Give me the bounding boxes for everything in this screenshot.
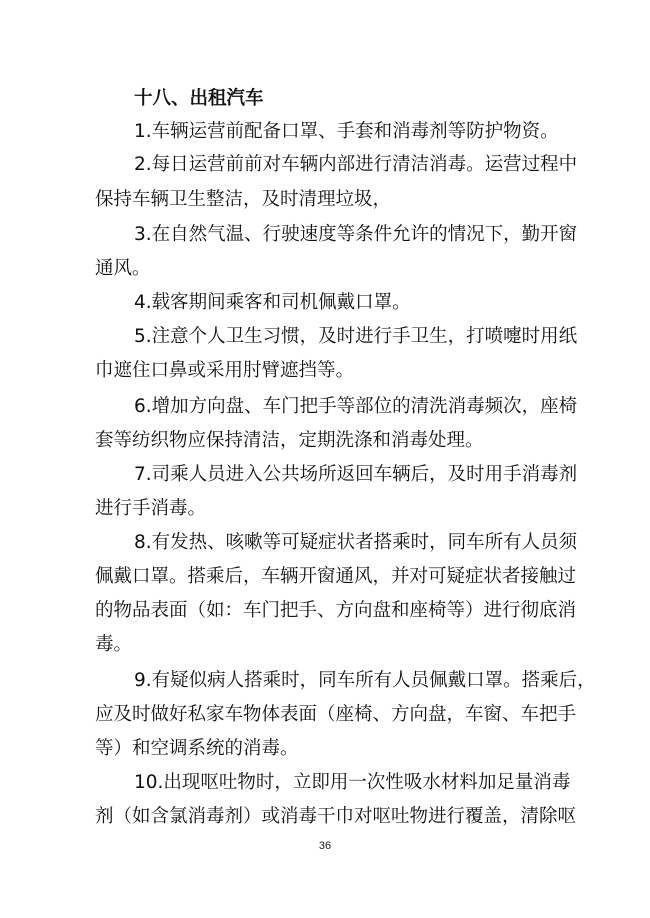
paragraph-line: 保持车辆卫生整洁，及时清理垃圾，: [95, 189, 392, 210]
page-number: 36: [318, 840, 332, 852]
paragraph-line: 通风。: [95, 258, 151, 279]
paragraph-line: 10.出现呕吐物时，立即用一次性吸水材料加足量消毒: [134, 772, 571, 793]
paragraph-line: 1.车辆运营前配备口罩、手套和消毒剂等防护物资。: [134, 121, 559, 142]
paragraph-line: 4.载客期间乘客和司机佩戴口罩。: [134, 292, 411, 313]
paragraph-line: 毒。: [95, 634, 133, 655]
paragraph-line: 进行手消毒。: [95, 498, 207, 519]
paragraph-line: 9.有疑似病人搭乘时，同车所有人员佩戴口罩。搭乘后，: [134, 670, 596, 691]
paragraph-line: 巾遮住口鼻或采用肘臂遮挡等。: [95, 360, 355, 381]
paragraph-line: 佩戴口罩。搭乘后，车辆开窗通风，并对可疑症状者接触过: [95, 566, 577, 587]
paragraph-line: 5.注意个人卫生习惯，及时进行手卫生，打喷嚏时用纸: [134, 326, 578, 347]
paragraph-line: 6.增加方向盘、车门把手等部位的清洗消毒频次，座椅: [134, 396, 578, 417]
paragraph-line: 等）和空调系统的消毒。: [95, 738, 299, 759]
paragraph-line: 2.每日运营前前对车辆内部进行清洁消毒。运营过程中: [134, 154, 578, 175]
paragraph-line: 3.在自然气温、行驶速度等条件允许的情况下，勤开窗: [134, 224, 578, 245]
paragraph-line: 的物品表面（如：车门把手、方向盘和座椅等）进行彻底消: [95, 600, 577, 621]
paragraph-line: 7.司乘人员进入公共场所返回车辆后，及时用手消毒剂: [134, 464, 578, 485]
paragraph-line: 套等纺织物应保持清洁，定期洗涤和消毒处理。: [95, 430, 484, 451]
section-heading: 十八、出租汽车: [134, 88, 264, 109]
paragraph-line: 8.有发热、咳嗽等可疑症状者搭乘时，同车所有人员须: [134, 532, 578, 553]
paragraph-line: 剂（如含氯消毒剂）或消毒干巾对呕吐物进行覆盖，清除呕: [95, 806, 577, 827]
paragraph-line: 应及时做好私家车物体表面（座椅、方向盘，车窗、车把手: [95, 704, 577, 725]
